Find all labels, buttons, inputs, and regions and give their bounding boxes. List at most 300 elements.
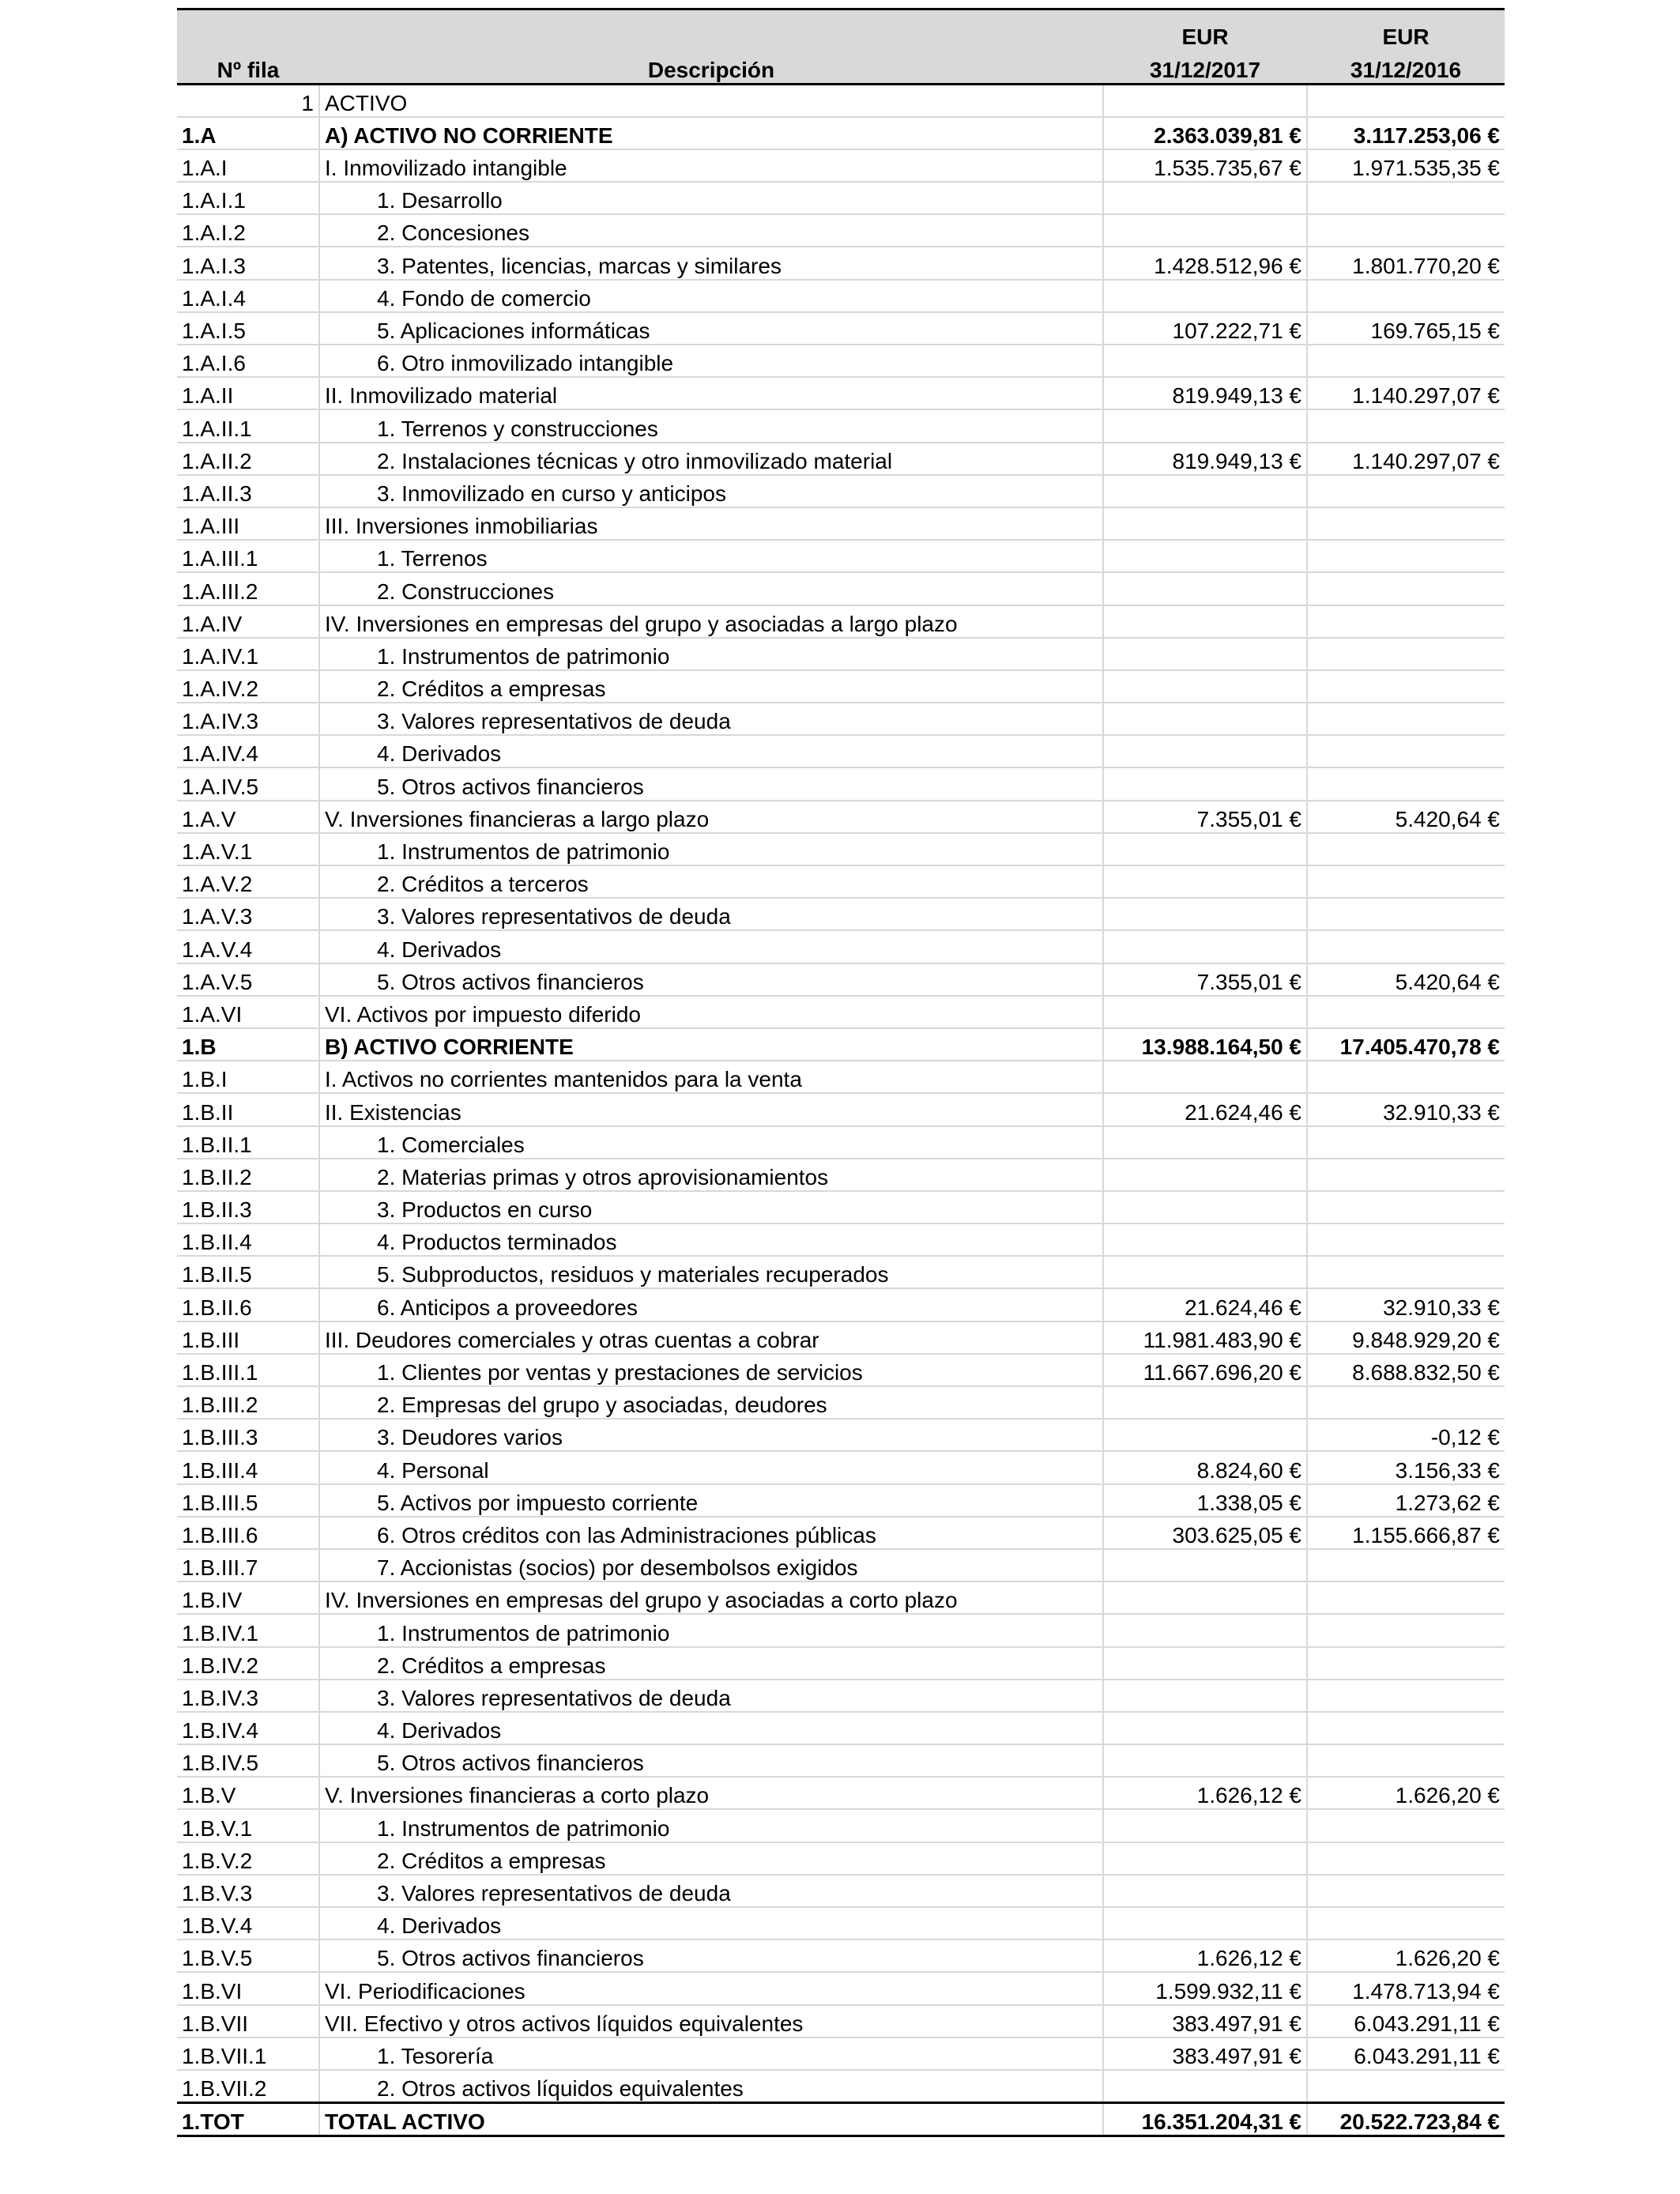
row-description: 2. Materias primas y otros aprovisionamientos xyxy=(377,1164,829,1189)
row-description-cell xyxy=(319,1419,1103,1451)
row-description-cell xyxy=(319,572,1103,605)
row-code: 1.B.IV.4 xyxy=(177,1712,319,1744)
row-value-2017: 7.355,01 € xyxy=(1103,963,1307,996)
row-code: 1.A.III.2 xyxy=(177,572,319,605)
table-row xyxy=(177,1549,1505,1581)
row-code: 1.A.IV xyxy=(177,605,319,638)
row-description: 1. Comerciales xyxy=(377,1132,525,1157)
row-value-2017 xyxy=(1103,1256,1307,1288)
table-row xyxy=(177,507,1505,540)
row-code: 1.B.V.2 xyxy=(177,1842,319,1875)
table-body xyxy=(177,85,1505,2103)
row-description: 3. Productos en curso xyxy=(377,1197,593,1223)
row-value-2016: 1.155.666,87 € xyxy=(1307,1517,1505,1549)
table-row xyxy=(177,443,1505,475)
total-code: 1.TOT xyxy=(177,2102,319,2136)
header-currency-2017: EUR xyxy=(1103,9,1307,51)
table-row xyxy=(177,1321,1505,1354)
row-value-2016 xyxy=(1307,182,1505,214)
row-value-2017: 1.626,12 € xyxy=(1103,1940,1307,1972)
row-value-2016 xyxy=(1307,638,1505,670)
row-code: 1.A.V.1 xyxy=(177,833,319,865)
row-description-cell xyxy=(319,1581,1103,1614)
row-value-2016: 1.626,20 € xyxy=(1307,1777,1505,1809)
row-description-cell xyxy=(319,735,1103,767)
row-value-2017: 21.624,46 € xyxy=(1103,1093,1307,1125)
row-description-cell xyxy=(319,2005,1103,2038)
row-description-cell xyxy=(319,1288,1103,1321)
row-value-2017 xyxy=(1103,1419,1307,1451)
row-value-2016: 6.043.291,11 € xyxy=(1307,2005,1505,2038)
row-description: 5. Aplicaciones informáticas xyxy=(377,319,650,343)
row-value-2016 xyxy=(1307,703,1505,735)
table-row xyxy=(177,214,1505,247)
row-code: 1.B.II xyxy=(177,1093,319,1125)
row-description: 3. Valores representativos de deuda xyxy=(377,709,731,734)
row-description: V. Inversiones financieras a largo plazo xyxy=(325,806,710,831)
row-value-2017 xyxy=(1103,1159,1307,1191)
row-value-2016 xyxy=(1307,1061,1505,1093)
row-code: 1.B.V.5 xyxy=(177,1940,319,1972)
row-description-cell xyxy=(319,345,1103,377)
row-code: 1.A.III.1 xyxy=(177,540,319,572)
row-description: 4. Fondo de comercio xyxy=(377,285,591,311)
row-value-2017 xyxy=(1103,638,1307,670)
row-description: 3. Inmovilizado en curso y anticipos xyxy=(377,481,726,506)
row-description-cell xyxy=(319,2038,1103,2070)
row-description-cell xyxy=(319,2070,1103,2102)
row-description: 5. Otros activos financieros xyxy=(377,969,644,994)
row-value-2016: -0,12 € xyxy=(1307,1419,1505,1451)
row-description-cell xyxy=(319,1679,1103,1712)
table-row xyxy=(177,247,1505,279)
row-description-cell xyxy=(319,85,1103,117)
row-description-cell xyxy=(319,1386,1103,1419)
row-value-2016 xyxy=(1307,2070,1505,2102)
row-description-cell xyxy=(319,1191,1103,1223)
row-description-cell xyxy=(319,443,1103,475)
row-description: 2. Créditos a empresas xyxy=(377,1848,606,1873)
row-value-2017 xyxy=(1103,280,1307,312)
row-description: 1. Instrumentos de patrimonio xyxy=(377,1620,670,1646)
row-value-2016 xyxy=(1307,996,1505,1028)
row-code: 1.B.IV.1 xyxy=(177,1614,319,1646)
row-code: 1.B.III.6 xyxy=(177,1517,319,1549)
row-value-2016 xyxy=(1307,1809,1505,1842)
row-description: B) ACTIVO CORRIENTE xyxy=(325,1035,574,1060)
row-value-2016 xyxy=(1307,1126,1505,1159)
table-row xyxy=(177,1223,1505,1256)
row-code: 1.A.II.2 xyxy=(177,443,319,475)
row-code: 1.A.I.5 xyxy=(177,312,319,345)
row-value-2017 xyxy=(1103,1126,1307,1159)
row-value-2016 xyxy=(1307,507,1505,540)
row-description: 2. Empresas del grupo y asociadas, deudores xyxy=(377,1393,827,1418)
row-value-2016 xyxy=(1307,767,1505,800)
row-description: IV. Inversiones en empresas del grupo y asociadas a largo plazo xyxy=(325,611,958,636)
row-value-2017: 21.624,46 € xyxy=(1103,1288,1307,1321)
row-value-2016 xyxy=(1307,1386,1505,1419)
table-row xyxy=(177,1191,1505,1223)
row-value-2017 xyxy=(1103,182,1307,214)
row-description: VI. Periodificaciones xyxy=(325,1978,525,2004)
row-description-cell xyxy=(319,377,1103,409)
row-description: 1. Terrenos xyxy=(377,546,488,571)
table-row xyxy=(177,1517,1505,1549)
row-value-2016 xyxy=(1307,1679,1505,1712)
row-value-2017 xyxy=(1103,865,1307,898)
row-description: 3. Valores representativos de deuda xyxy=(377,904,731,929)
row-description-cell xyxy=(319,1159,1103,1191)
row-value-2017 xyxy=(1103,1614,1307,1646)
row-value-2017: 383.497,91 € xyxy=(1103,2038,1307,2070)
row-code: 1.B xyxy=(177,1028,319,1061)
row-value-2017 xyxy=(1103,1875,1307,1907)
table-row xyxy=(177,670,1505,703)
row-value-2017: 8.824,60 € xyxy=(1103,1451,1307,1483)
row-code: 1.B.III.2 xyxy=(177,1386,319,1419)
header-date-2017: 31/12/2017 xyxy=(1103,50,1307,85)
row-value-2016 xyxy=(1307,409,1505,442)
row-description: 1. Tesorería xyxy=(377,2043,494,2068)
row-value-2017: 107.222,71 € xyxy=(1103,312,1307,345)
row-description: 5. Otros activos financieros xyxy=(377,1946,644,1971)
row-value-2016 xyxy=(1307,735,1505,767)
row-value-2016 xyxy=(1307,1223,1505,1256)
row-value-2017 xyxy=(1103,1907,1307,1940)
row-description: 4. Derivados xyxy=(377,1913,502,1939)
table-row xyxy=(177,1354,1505,1386)
row-value-2017 xyxy=(1103,540,1307,572)
table-row xyxy=(177,1256,1505,1288)
row-description: 2. Instalaciones técnicas y otro inmovilizado material xyxy=(377,448,893,473)
row-value-2017 xyxy=(1103,930,1307,963)
row-code: 1.B.V.3 xyxy=(177,1875,319,1907)
row-description: I. Activos no corrientes mantenidos para la venta xyxy=(325,1067,802,1092)
row-code: 1.A.IV.5 xyxy=(177,767,319,800)
row-value-2017: 1.626,12 € xyxy=(1103,1777,1307,1809)
row-description-cell xyxy=(319,1614,1103,1646)
row-description-cell xyxy=(319,312,1103,345)
total-description: TOTAL ACTIVO xyxy=(319,2102,1103,2136)
row-value-2016 xyxy=(1307,1712,1505,1744)
row-code: 1.A.IV.4 xyxy=(177,735,319,767)
row-description-cell xyxy=(319,833,1103,865)
row-description: III. Inversiones inmobiliarias xyxy=(325,514,598,539)
row-description-cell xyxy=(319,182,1103,214)
row-value-2016 xyxy=(1307,605,1505,638)
row-value-2016: 1.273,62 € xyxy=(1307,1484,1505,1517)
row-description-cell xyxy=(319,1712,1103,1744)
total-row xyxy=(177,2102,1505,2136)
row-value-2017: 383.497,91 € xyxy=(1103,2005,1307,2038)
table-row xyxy=(177,767,1505,800)
row-description: 2. Créditos a empresas xyxy=(377,1653,606,1678)
row-description: 1. Desarrollo xyxy=(377,188,503,213)
row-description: 6. Anticipos a proveedores xyxy=(377,1295,638,1320)
row-code: 1.B.IV.3 xyxy=(177,1679,319,1712)
row-code: 1.A.IV.1 xyxy=(177,638,319,670)
row-description: 1. Clientes por ventas y prestaciones de servicios xyxy=(377,1360,863,1385)
row-value-2017: 819.949,13 € xyxy=(1103,443,1307,475)
table-row xyxy=(177,1777,1505,1809)
row-description-cell xyxy=(319,767,1103,800)
row-description-cell xyxy=(319,1126,1103,1159)
row-value-2016 xyxy=(1307,670,1505,703)
row-description-cell xyxy=(319,1842,1103,1875)
row-value-2017 xyxy=(1103,1386,1307,1419)
row-value-2016 xyxy=(1307,1581,1505,1614)
row-value-2016 xyxy=(1307,1907,1505,1940)
row-value-2016: 17.405.470,78 € xyxy=(1307,1028,1505,1061)
row-description-cell xyxy=(319,865,1103,898)
row-code: 1.B.III.7 xyxy=(177,1549,319,1581)
row-value-2016 xyxy=(1307,1549,1505,1581)
row-description-cell xyxy=(319,1321,1103,1354)
table-header xyxy=(177,9,1505,85)
row-code: 1.A.III xyxy=(177,507,319,540)
row-value-2016: 1.140.297,07 € xyxy=(1307,443,1505,475)
table-row xyxy=(177,377,1505,409)
row-description-cell xyxy=(319,247,1103,279)
row-code: 1.B.II.1 xyxy=(177,1126,319,1159)
row-value-2017 xyxy=(1103,605,1307,638)
header-blank-2 xyxy=(319,9,1103,51)
row-value-2016: 3.117.253,06 € xyxy=(1307,117,1505,149)
row-description-cell xyxy=(319,1744,1103,1777)
row-code: 1.A.V.2 xyxy=(177,865,319,898)
row-value-2016 xyxy=(1307,930,1505,963)
row-description-cell xyxy=(319,1809,1103,1842)
row-code: 1.B.III.3 xyxy=(177,1419,319,1451)
table-row xyxy=(177,963,1505,996)
row-code: 1.A.I.1 xyxy=(177,182,319,214)
row-value-2016: 32.910,33 € xyxy=(1307,1288,1505,1321)
row-value-2017 xyxy=(1103,475,1307,507)
row-code: 1.B.IV xyxy=(177,1581,319,1614)
row-value-2016 xyxy=(1307,345,1505,377)
row-code: 1.A.V xyxy=(177,801,319,833)
row-value-2017: 2.363.039,81 € xyxy=(1103,117,1307,149)
row-description: 1. Instrumentos de patrimonio xyxy=(377,643,670,669)
row-description: 3. Valores representativos de deuda xyxy=(377,1881,731,1906)
row-description: 2. Otros activos líquidos equivalentes xyxy=(377,2075,744,2101)
row-code: 1.A.VI xyxy=(177,996,319,1028)
row-value-2016: 3.156,33 € xyxy=(1307,1451,1505,1483)
table-row xyxy=(177,996,1505,1028)
table-row xyxy=(177,898,1505,930)
row-value-2017: 1.338,05 € xyxy=(1103,1484,1307,1517)
table-row xyxy=(177,703,1505,735)
row-description: 2. Créditos a terceros xyxy=(377,872,589,897)
header-date-2016: 31/12/2016 xyxy=(1307,50,1505,85)
row-value-2016 xyxy=(1307,1842,1505,1875)
row-description-cell xyxy=(319,605,1103,638)
row-code: 1.B.III.1 xyxy=(177,1354,319,1386)
row-description: 4. Derivados xyxy=(377,741,502,767)
row-value-2017 xyxy=(1103,703,1307,735)
row-description-cell xyxy=(319,1028,1103,1061)
table-row xyxy=(177,409,1505,442)
row-value-2017 xyxy=(1103,1549,1307,1581)
row-value-2017 xyxy=(1103,767,1307,800)
table-row xyxy=(177,1288,1505,1321)
row-description: 3. Deudores varios xyxy=(377,1425,563,1450)
row-description-cell xyxy=(319,1647,1103,1679)
row-value-2016: 1.140.297,07 € xyxy=(1307,377,1505,409)
row-value-2017 xyxy=(1103,1223,1307,1256)
row-description: 3. Patentes, licencias, marcas y similares xyxy=(377,253,782,278)
row-description-cell xyxy=(319,1484,1103,1517)
table-row xyxy=(177,117,1505,149)
row-value-2016 xyxy=(1307,1159,1505,1191)
row-code: 1.A.V.4 xyxy=(177,930,319,963)
table-row xyxy=(177,1679,1505,1712)
row-value-2016: 1.801.770,20 € xyxy=(1307,247,1505,279)
row-description-cell xyxy=(319,1972,1103,2004)
table-row xyxy=(177,1712,1505,1744)
table-row xyxy=(177,865,1505,898)
row-code: 1.A.II.1 xyxy=(177,409,319,442)
row-description: 6. Otro inmovilizado intangible xyxy=(377,351,674,376)
row-description-cell xyxy=(319,1777,1103,1809)
row-value-2017 xyxy=(1103,345,1307,377)
row-value-2016 xyxy=(1307,572,1505,605)
row-description: 5. Activos por impuesto corriente xyxy=(377,1490,699,1515)
row-code: 1 xyxy=(177,85,319,117)
row-description: ACTIVO xyxy=(325,90,408,115)
row-code: 1.B.V.1 xyxy=(177,1809,319,1842)
row-value-2016 xyxy=(1307,540,1505,572)
row-description-cell xyxy=(319,1354,1103,1386)
table-row xyxy=(177,605,1505,638)
table-row xyxy=(177,833,1505,865)
row-code: 1.A.I.2 xyxy=(177,214,319,247)
row-value-2016 xyxy=(1307,85,1505,117)
row-value-2017: 11.981.483,90 € xyxy=(1103,1321,1307,1354)
row-description: VI. Activos por impuesto diferido xyxy=(325,1001,641,1027)
table-row xyxy=(177,930,1505,963)
row-description-cell xyxy=(319,963,1103,996)
header-description: Descripción xyxy=(319,50,1103,85)
row-code: 1.B.II.5 xyxy=(177,1256,319,1288)
table-row xyxy=(177,1386,1505,1419)
table-row xyxy=(177,85,1505,117)
table-row xyxy=(177,638,1505,670)
row-value-2017 xyxy=(1103,2070,1307,2102)
row-description-cell xyxy=(319,1907,1103,1940)
table-row xyxy=(177,801,1505,833)
row-description: 5. Subproductos, residuos y materiales recuperados xyxy=(377,1262,889,1287)
row-description: 6. Otros créditos con las Administraciones públicas xyxy=(377,1522,876,1547)
row-value-2016 xyxy=(1307,1875,1505,1907)
row-code: 1.A.I xyxy=(177,149,319,182)
row-value-2017 xyxy=(1103,898,1307,930)
header-blank-1 xyxy=(177,9,319,51)
table-row xyxy=(177,540,1505,572)
row-value-2017: 1.428.512,96 € xyxy=(1103,247,1307,279)
row-code: 1.A.V.3 xyxy=(177,898,319,930)
table-row xyxy=(177,1972,1505,2004)
row-description-cell xyxy=(319,214,1103,247)
row-description: 2. Créditos a empresas xyxy=(377,677,606,702)
row-code: 1.A.I.4 xyxy=(177,280,319,312)
row-description: V. Inversiones financieras a corto plazo xyxy=(325,1783,710,1808)
table-row xyxy=(177,1842,1505,1875)
row-code: 1.A.I.3 xyxy=(177,247,319,279)
row-description-cell xyxy=(319,1223,1103,1256)
row-description-cell xyxy=(319,898,1103,930)
table-row xyxy=(177,1093,1505,1125)
table-row xyxy=(177,2038,1505,2070)
row-value-2017: 303.625,05 € xyxy=(1103,1517,1307,1549)
row-description: II. Existencias xyxy=(325,1099,461,1125)
row-code: 1.A.IV.2 xyxy=(177,670,319,703)
row-code: 1.B.II.6 xyxy=(177,1288,319,1321)
row-description-cell xyxy=(319,149,1103,182)
table-row xyxy=(177,1451,1505,1483)
table-row xyxy=(177,475,1505,507)
row-description-cell xyxy=(319,801,1103,833)
row-value-2017 xyxy=(1103,1712,1307,1744)
table-row xyxy=(177,1907,1505,1940)
row-value-2017: 819.949,13 € xyxy=(1103,377,1307,409)
row-description-cell xyxy=(319,409,1103,442)
row-value-2016 xyxy=(1307,833,1505,865)
row-value-2017 xyxy=(1103,1191,1307,1223)
row-description: A) ACTIVO NO CORRIENTE xyxy=(325,123,613,148)
row-value-2017: 7.355,01 € xyxy=(1103,801,1307,833)
row-description-cell xyxy=(319,280,1103,312)
row-value-2017: 1.535.735,67 € xyxy=(1103,149,1307,182)
table-row xyxy=(177,182,1505,214)
row-value-2016: 6.043.291,11 € xyxy=(1307,2038,1505,2070)
row-value-2016 xyxy=(1307,280,1505,312)
row-value-2017 xyxy=(1103,1744,1307,1777)
row-code: 1.A.II xyxy=(177,377,319,409)
row-description-cell xyxy=(319,703,1103,735)
row-value-2016 xyxy=(1307,1191,1505,1223)
row-value-2016: 9.848.929,20 € xyxy=(1307,1321,1505,1354)
table-row xyxy=(177,280,1505,312)
row-value-2016: 32.910,33 € xyxy=(1307,1093,1505,1125)
row-code: 1.B.II.2 xyxy=(177,1159,319,1191)
row-value-2017 xyxy=(1103,409,1307,442)
table-row xyxy=(177,1581,1505,1614)
row-code: 1.B.III.4 xyxy=(177,1451,319,1483)
row-code: 1.A.IV.3 xyxy=(177,703,319,735)
row-code: 1.A.II.3 xyxy=(177,475,319,507)
row-description: I. Inmovilizado intangible xyxy=(325,156,567,181)
row-value-2017: 13.988.164,50 € xyxy=(1103,1028,1307,1061)
row-description-cell xyxy=(319,1875,1103,1907)
row-description-cell xyxy=(319,475,1103,507)
row-description: 5. Otros activos financieros xyxy=(377,1751,644,1776)
row-code: 1.B.VII xyxy=(177,2005,319,2038)
table-row xyxy=(177,149,1505,182)
table-row xyxy=(177,1419,1505,1451)
row-value-2016 xyxy=(1307,1744,1505,1777)
row-description: 4. Derivados xyxy=(377,1718,502,1744)
table-row xyxy=(177,312,1505,345)
row-description: II. Inmovilizado material xyxy=(325,383,558,409)
row-description: 5. Otros activos financieros xyxy=(377,774,644,799)
row-description-cell xyxy=(319,1517,1103,1549)
row-description-cell xyxy=(319,996,1103,1028)
row-code: 1.A.I.6 xyxy=(177,345,319,377)
row-value-2017 xyxy=(1103,1679,1307,1712)
row-description: 1. Terrenos y construcciones xyxy=(377,416,658,441)
